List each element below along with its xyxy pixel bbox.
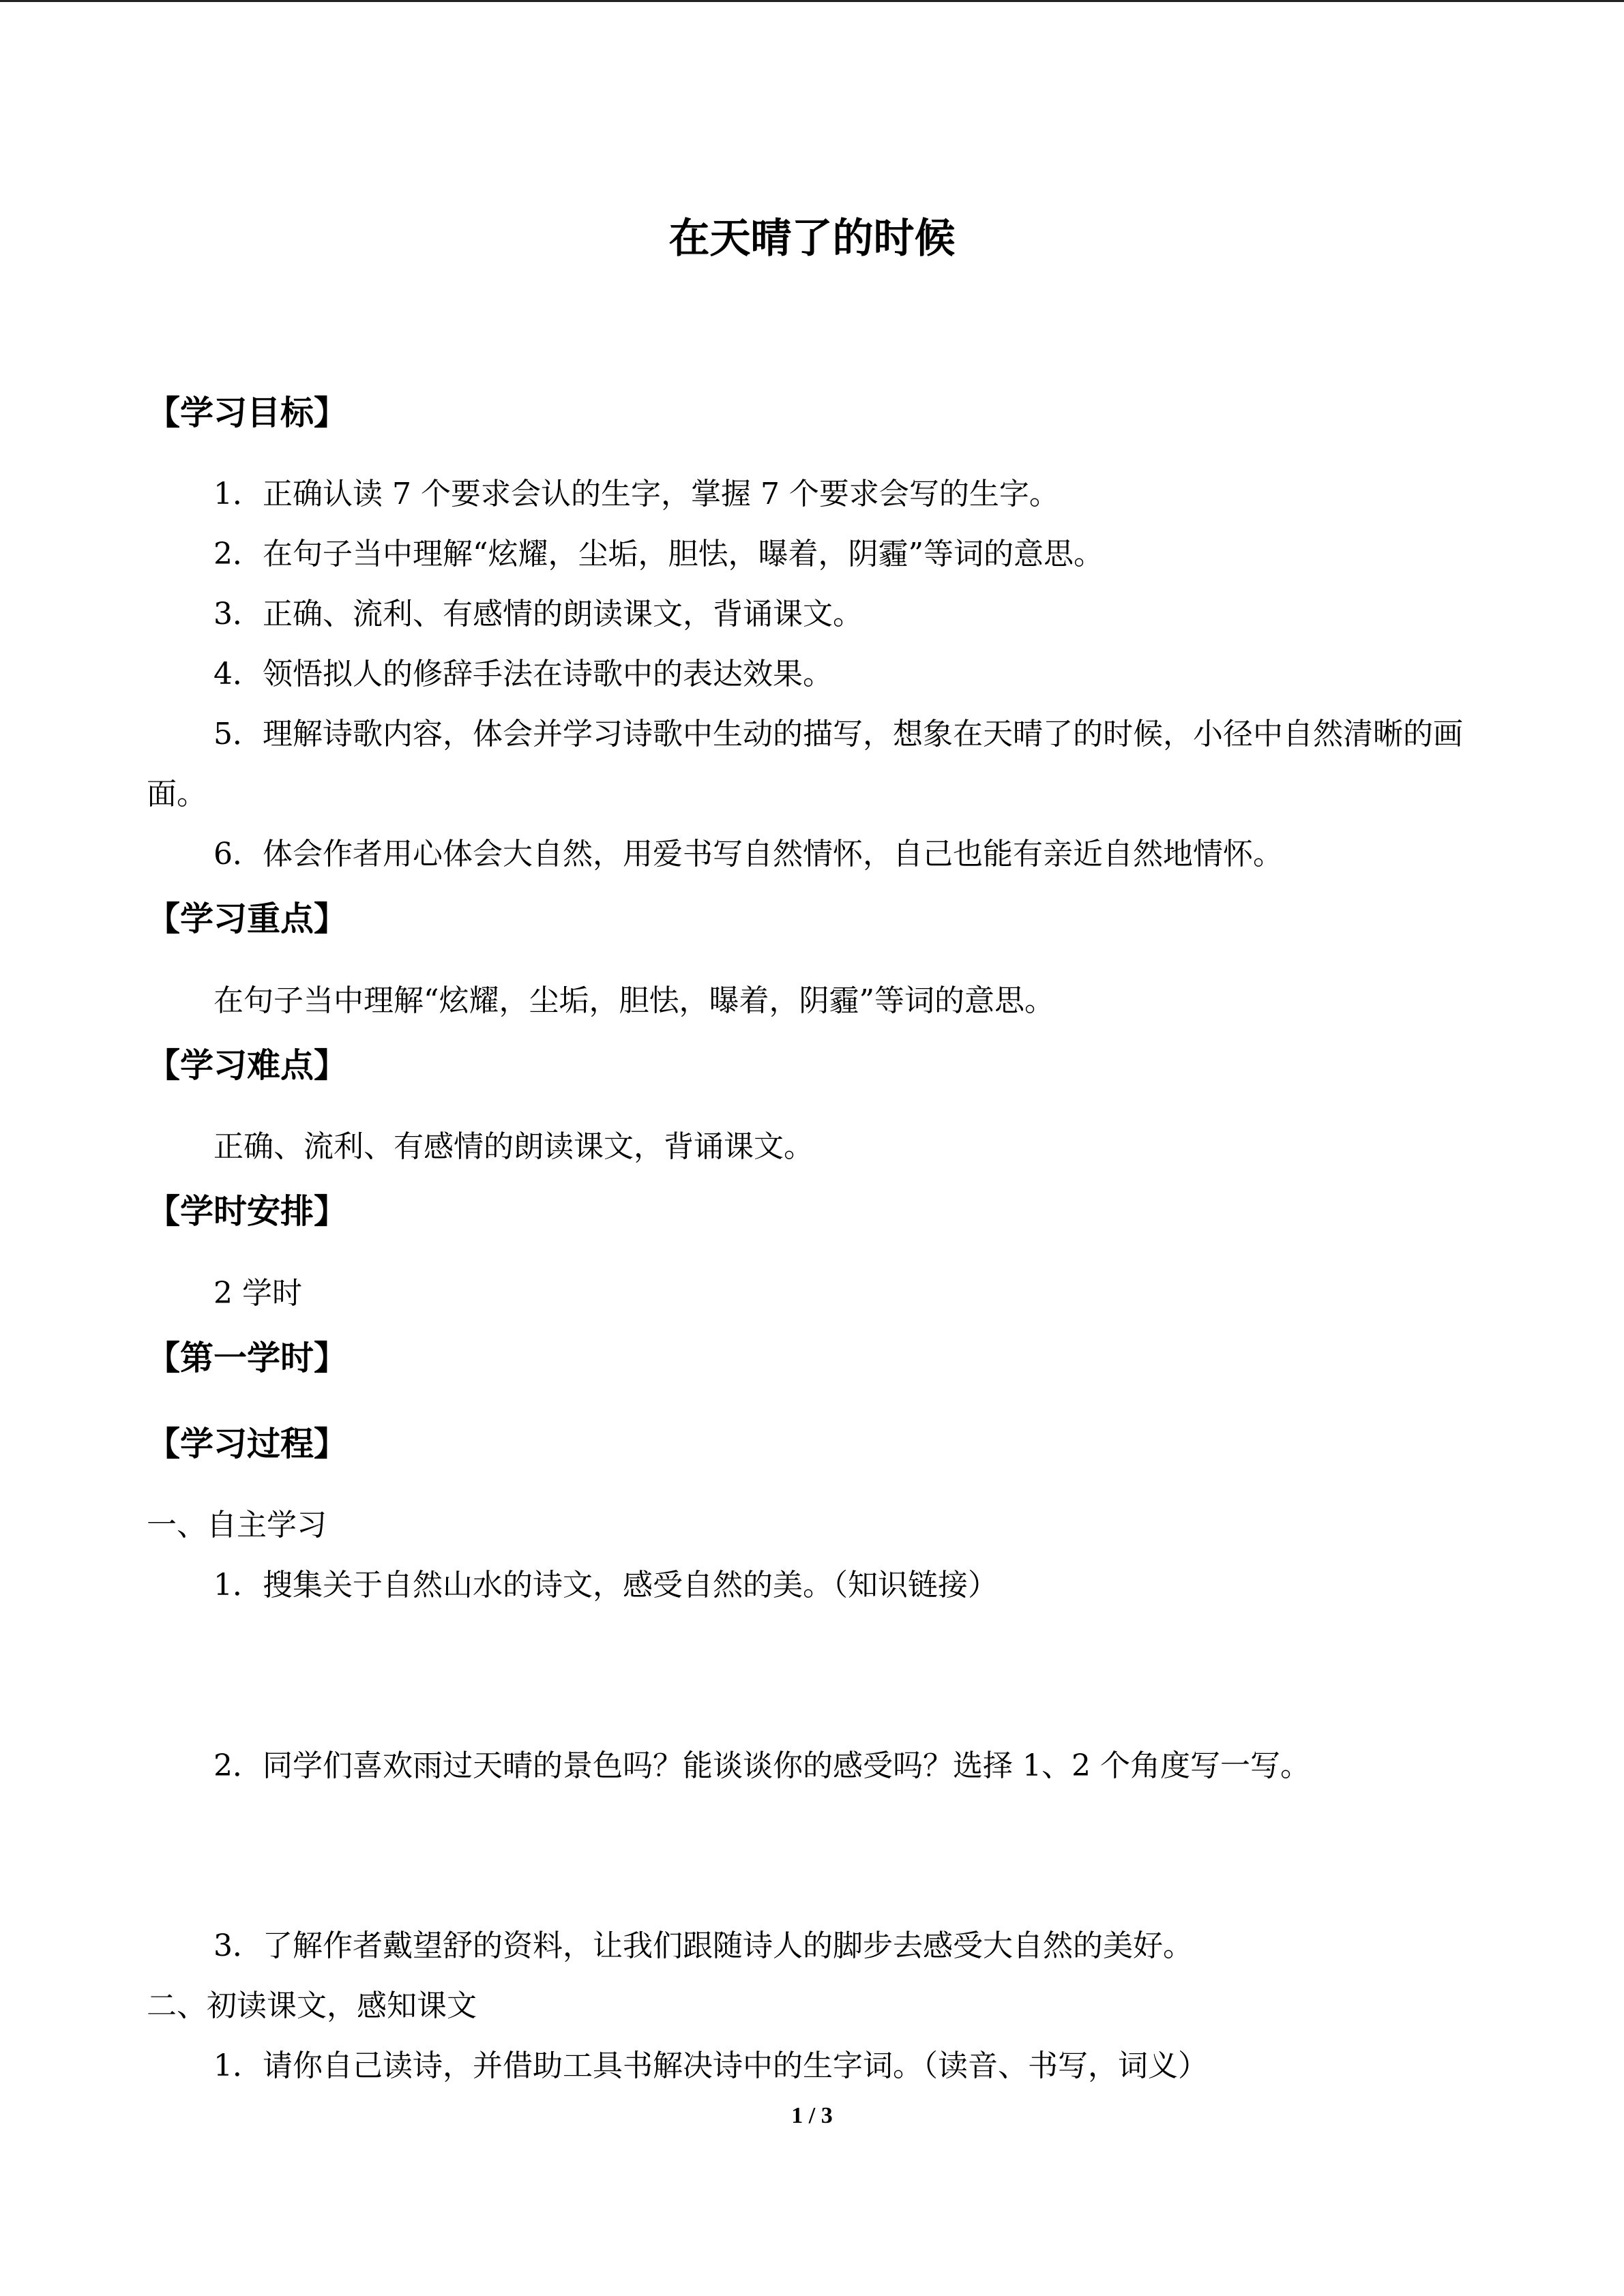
goal-item-2: 2．在句子当中理解“炫耀，尘垢，胆怯，曝着，阴霾”等词的意思。 — [213, 537, 1104, 571]
process-part1-item-3: 3．了解作者戴望舒的资料，让我们跟随诗人的脚步去感受大自然的美好。 — [213, 1928, 1193, 1963]
page-number: 1 / 3 — [791, 2103, 833, 2128]
document-title: 在天晴了的时候 — [668, 215, 956, 263]
process-part2-item-1: 1．请你自己读诗，并借助工具书解决诗中的生字词。（读音、书写，词义） — [213, 2048, 1208, 2083]
process-part1-label: 一、自主学习 — [147, 1508, 327, 1542]
schedule-text: 2 学时 — [213, 1276, 302, 1311]
heading-learning-goals: 【学习目标】 — [147, 393, 348, 432]
heading-first-period: 【第一学时】 — [147, 1339, 348, 1377]
goal-item-4: 4．领悟拟人的修辞手法在诗歌中的表达效果。 — [213, 657, 833, 691]
goal-item-1: 1．正确认读 7 个要求会认的生字，掌握 7 个要求会写的生字。 — [213, 477, 1059, 511]
process-part1-item-2: 2．同学们喜欢雨过天晴的景色吗？能谈谈你的感受吗？选择 1、2 个角度写一写。 — [213, 1748, 1310, 1783]
heading-key-points: 【学习重点】 — [147, 899, 348, 938]
process-part2-label: 二、初读课文，感知课文 — [147, 1988, 477, 2023]
heading-difficulties: 【学习难点】 — [147, 1046, 348, 1085]
goal-item-6: 6．体会作者用心体会大自然，用爱书写自然情怀，自己也能有亲近自然地情怀。 — [213, 837, 1283, 871]
goal-item-3: 3．正确、流利、有感情的朗读课文，背诵课文。 — [213, 597, 863, 631]
heading-schedule: 【学时安排】 — [147, 1192, 348, 1231]
difficulties-text: 正确、流利、有感情的朗读课文，背诵课文。 — [213, 1129, 814, 1164]
heading-learning-process: 【学习过程】 — [147, 1425, 348, 1463]
key-points-text: 在句子当中理解“炫耀，尘垢，胆怯，曝着，阴霾”等词的意思。 — [213, 983, 1054, 1018]
process-part1-item-1: 1．搜集关于自然山水的诗文，感受自然的美。（知识链接） — [213, 1568, 998, 1602]
goal-item-5: 5．理解诗歌内容，体会并学习诗歌中生动的描写，想象在天晴了的时候，小径中自然清晰的画面。 — [147, 717, 1463, 811]
